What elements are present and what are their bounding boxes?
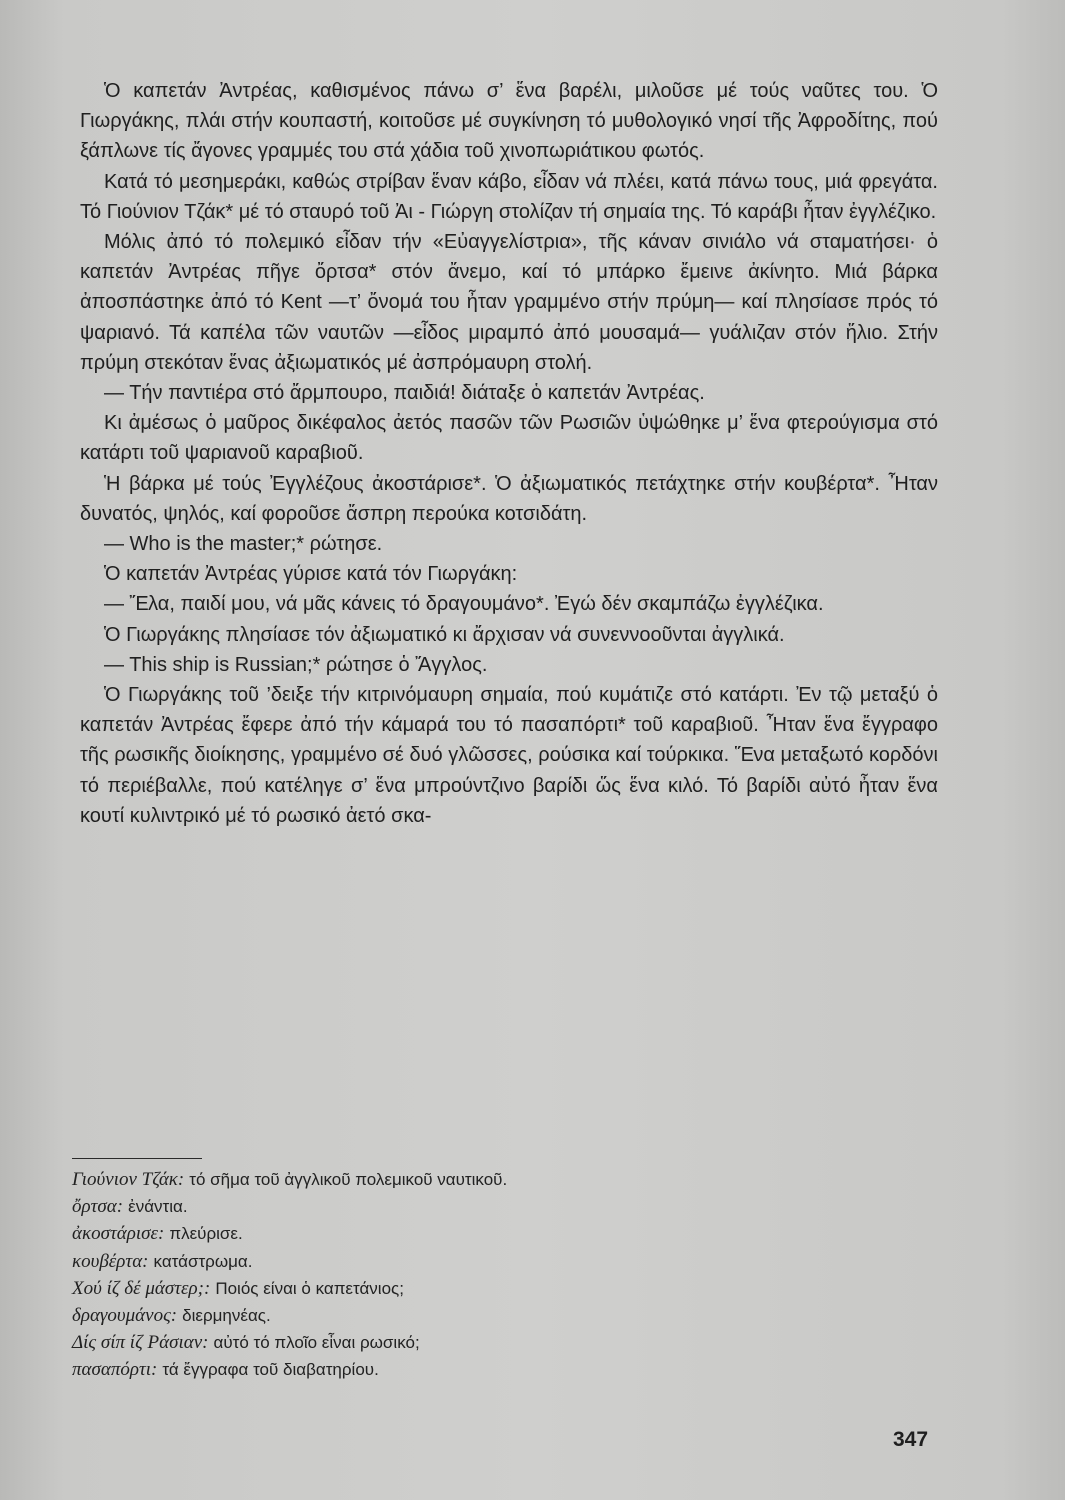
footnote-term: δραγουμάνος: <box>72 1305 178 1327</box>
paragraph-1: Ὁ καπετάν Ἀντρέας, καθισμένος πάνω σ’ ἕνα βαρέλι, μιλοῦσε μέ τούς ναῦτες του. Ὁ Γιωργάκης, πλάι στήν κουπαστή, κοιτοῦσε μέ συγκίνηση τό μυθολογικό νησί τῆς Ἀφροδίτης, πού ξάπλωνε τίς ἄγονες γραμμές του στά χάδια τοῦ χινοπωριάτικου φωτός. <box>80 80 938 163</box>
footnote-term: ἀκοστάρισε: <box>72 1223 165 1245</box>
footnote-definition: Ποιός είναι ὁ καπετάνιος; <box>215 1278 404 1298</box>
footnote-definition: κατάστρωμα. <box>153 1251 253 1271</box>
main-text <box>80 76 938 831</box>
paragraph-5: Κι ἀμέσως ὁ μαῦρος δικέφαλος ἀετός πασῶν τῶν Ρωσιῶν ὑψώθηκε μ’ ἕνα φτερούγισμα στό κατάρτι τοῦ ψαριανοῦ καραβιοῦ. <box>80 412 938 465</box>
footnote-item <box>72 1329 932 1356</box>
paragraph-3: Μόλις ἀπό τό πολεμικό εἶδαν τήν «Εὐαγγελίστρια», τῆς κάναν σινιάλο νά σταματήσει· ὁ καπετάν Ἀντρέας πῆγε ὄρτσα* στόν ἄνεμο, καί τό μπάρκο ἔμεινε ἀκίνητο. Μιά βάρκα ἀποσπάστηκε ἀπό τό Kent —τ’ ὄνομά του ἦταν γραμμένο στήν πρύμη— καί πλησίασε πρός τό ψαριανό. Τά καπέλα τῶν ναυτῶν —εἶδος μιραμπό ἀπό μουσαμά— γυάλιζαν στόν ἥλιο. Στήν πρύμη στεκόταν ἕνας ἀξιωματικός μέ ἀσπρόμαυρη στολή. <box>80 231 938 374</box>
footnote-divider <box>72 1158 202 1159</box>
page-number: 347 <box>893 1428 929 1451</box>
paragraph-4: — Τήν παντιέρα στό ἄρμπουρο, παιδιά! διάταξε ὁ καπετάν Ἀντρέας. <box>104 382 705 405</box>
paragraph-2: Κατά τό μεσημεράκι, καθώς στρίβαν ἕναν κάβο, εἶδαν νά πλέει, κατά πάνω τους, μιά φρεγάτα. Τό Γιούνιον Τζάκ* μέ τό σταυρό τοῦ Ἀι - Γιώργη στολίζαν τή σημαία της. Τό καράβι ἦταν ἐγγλέζικο. <box>80 170 938 223</box>
paragraph-10: Ὁ Γιωργάκης πλησίασε τόν ἀξιωματικό κι ἄρχισαν νά συνεννοοῦνται ἀγγλικά. <box>104 623 785 646</box>
footnote-definition: πλεύρισε. <box>169 1224 243 1244</box>
paragraph-11: — This ship is Russian;* ρώτησε ὁ Ἄγγλος. <box>104 653 488 676</box>
footnote-definition: ἐνάντια. <box>128 1197 188 1217</box>
footnote-item <box>72 1248 932 1275</box>
footnote-term: Χού ίζ δέ μάστερ;: <box>72 1277 211 1299</box>
paragraph-6: Ἡ βάρκα μέ τούς Ἐγγλέζους ἀκοστάρισε*. Ὁ ἀξιωματικός πετάχτηκε στήν κουβέρτα*. Ἦταν δυνατός, ψηλός, καί φοροῦσε ἄσπρη περούκα κοτσιδάτη. <box>80 472 938 525</box>
footnote-definition: διερμηνέας. <box>182 1306 271 1326</box>
footnote-definition: τά ἔγγραφα τοῦ διαβατηρίου. <box>162 1360 379 1380</box>
paragraph-12: Ὁ Γιωργάκης τοῦ ’δειξε τήν κιτρινόμαυρη σημαία, πού κυμάτιζε στό κατάρτι. Ἐν τῷ μεταξύ ὁ καπετάν Ἀντρέας ἔφερε ἀπό τήν κάμαρά του τό πασαπόρτι* τοῦ καραβιοῦ. Ἦταν ἕνα ἔγγραφο τῆς ρωσικῆς διοίκησης, γραμμένο σέ δυό γλῶσσες, ρούσικα καί τούρκικα. Ἕνα μεταξωτό κορδόνι τό περιέβαλλε, πού κατέληγε σ’ ἕνα μπρούντζινο βαρίδι ὥς ἕνα κιλό. Τό βαρίδι αὐτό ἦταν ἕνα κουτί κυλιντρικό μέ τό ρωσικό ἀετό σκα- <box>80 684 938 827</box>
paragraph-8: Ὁ καπετάν Ἀντρέας γύρισε κατά τόν Γιωργάκη: <box>104 563 518 586</box>
footnote-term: ὄρτσα: <box>72 1196 124 1218</box>
paragraph-7: — Who is the master;* ρώτησε. <box>104 533 383 556</box>
footnote-term: Γιούνιον Τζάκ: <box>72 1169 185 1190</box>
footnote-item <box>72 1356 932 1383</box>
footnote-item <box>72 1220 932 1247</box>
footnote-term: πασαπόρτι: <box>72 1359 158 1381</box>
footnote-item <box>72 1166 932 1193</box>
footnote-item <box>72 1275 932 1302</box>
paragraph-9: — Ἔλα, παιδί μου, νά μᾶς κάνεις τό δραγουμάνο*. Ἐγώ δέν σκαμπάζω ἐγγλέζικα. <box>104 593 824 616</box>
footnote-item <box>72 1302 932 1329</box>
footnote-term: Δίς σίπ ίζ Ράσιαν: <box>72 1332 209 1354</box>
footnote-definition: αὐτό τό πλοῖο εἶναι ρωσικό; <box>213 1333 420 1353</box>
footnote-definition: τό σῆμα τοῦ ἀγγλικοῦ πολεμικοῦ ναυτικοῦ. <box>189 1170 508 1189</box>
footnote-item <box>72 1193 932 1220</box>
footnote-term: κουβέρτα: <box>72 1250 149 1272</box>
footnotes <box>72 1166 932 1384</box>
